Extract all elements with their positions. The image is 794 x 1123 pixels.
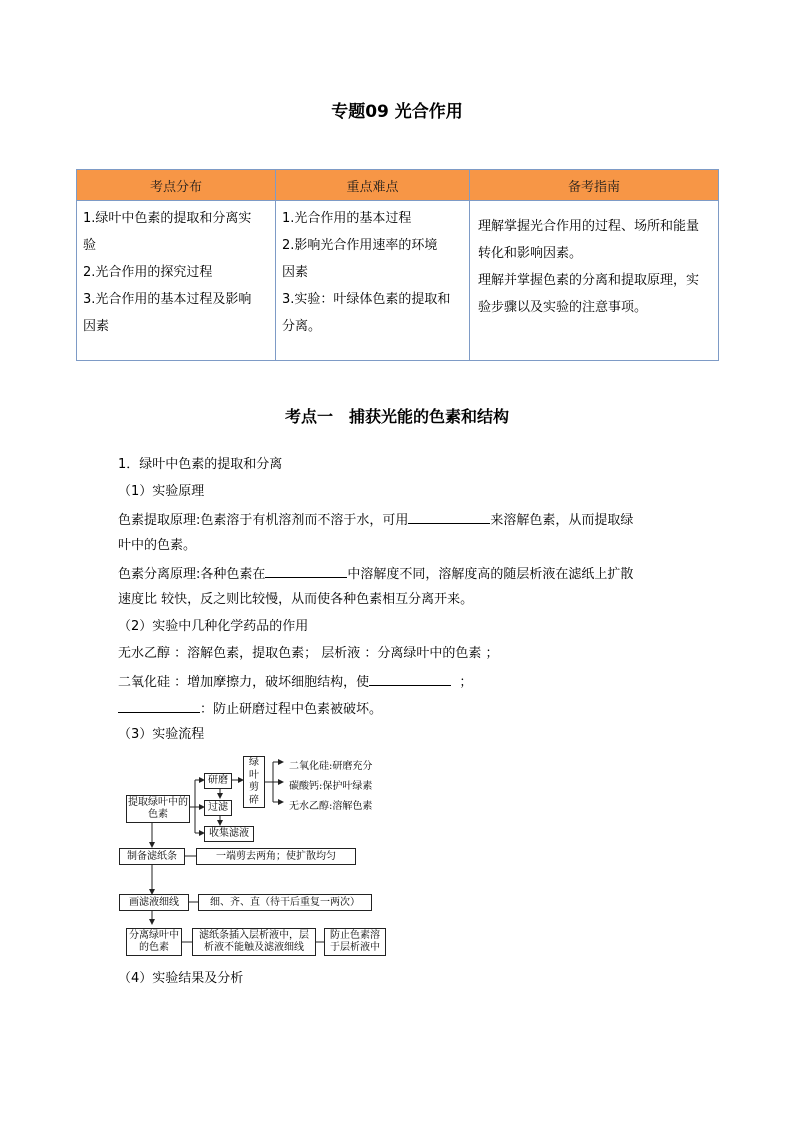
- table-row: [77, 201, 719, 361]
- text-line: 2.光合作用的探究过程: [83, 265, 213, 280]
- flow-line-box: 画滤液细线: [119, 894, 189, 911]
- header-guide: 备考指南: [470, 170, 719, 201]
- header-key-points: 重点难点: [276, 170, 470, 201]
- text-segment: 来溶解色素，从而提取绿: [490, 513, 634, 528]
- text-segment: 色素提取原理:色素溶于有机溶剂而不溶于水，可用: [118, 513, 409, 528]
- text-line: 2.影响光合作用速率的环境: [282, 238, 438, 253]
- flow-paper-box: 制备滤纸条: [119, 848, 185, 865]
- header-distribution: 考点分布: [77, 170, 276, 201]
- chem-line: [118, 671, 472, 693]
- flow-note: 无水乙醇:溶解色素: [289, 801, 373, 812]
- flow-collect-box: 收集滤液: [204, 826, 254, 842]
- chem-line: [118, 698, 382, 720]
- flow-separate-note-box: 滤纸条插入层析液中，层析液不能触及滤液细线: [192, 928, 316, 956]
- text-line: 理解掌握光合作用的过程、场所和能量: [478, 219, 700, 234]
- text-line: 因素: [282, 265, 309, 280]
- flow-note: 碳酸钙:保护叶绿素: [289, 781, 373, 792]
- fill-blank: [369, 671, 451, 686]
- text-line: 3.光合作用的基本过程及影响: [83, 292, 252, 307]
- table-header-row: [77, 170, 719, 201]
- paragraph-label: （2）实验中几种化学药品的作用: [118, 619, 309, 634]
- text-line: 3.实验：叶绿体色素的提取和: [282, 292, 451, 307]
- separate-principle-line: [118, 563, 633, 585]
- flow-filter-box: 过滤: [204, 800, 232, 816]
- text-segment: ：防止研磨过程中色素被破坏。: [200, 702, 383, 717]
- text-segment: ；: [459, 675, 473, 690]
- text-line: 因素: [83, 319, 110, 334]
- paragraph-label: （1）实验原理: [118, 484, 205, 499]
- flow-line-note-box: 细、齐、直（待干后重复一两次）: [198, 894, 372, 911]
- fill-blank: [265, 563, 347, 578]
- cell-distribution: [77, 201, 276, 361]
- flow-extract-box: 提取绿叶中的色素: [126, 795, 190, 823]
- text-line: 1.光合作用的基本过程: [282, 211, 412, 226]
- text-line: 叶中的色素。: [118, 538, 197, 553]
- text-line: 转化和影响因素。: [478, 246, 583, 261]
- flow-note: 二氧化硅:研磨充分: [289, 761, 373, 772]
- text-line: 速度比 较快，反之则比较慢，从而使各种色素相互分离开来。: [118, 592, 474, 607]
- text-line: 分离。: [282, 319, 322, 334]
- text-segment: 二氧化硅 ：增加摩擦力，破坏细胞结构，使: [118, 675, 370, 690]
- text-line: 无水乙醇 ：溶解色素，提取色素； 层析液 ：分离绿叶中的色素 ；: [118, 646, 499, 661]
- extract-principle-line: [118, 509, 633, 531]
- flow-grind-box: 研磨: [204, 773, 232, 789]
- section-heading: 考点一 捕获光能的色素和结构: [284, 407, 509, 426]
- text-line: 验步骤以及实验的注意事项。: [478, 300, 648, 315]
- text-segment: 中溶解度不同，溶解度高的随层析液在滤纸上扩散: [347, 567, 634, 582]
- text-line: 理解并掌握色素的分离和提取原理，实: [478, 273, 700, 288]
- flow-cut-box: 绿叶剪碎: [243, 756, 265, 808]
- paragraph-label: （3）实验流程: [118, 727, 205, 742]
- fill-blank: [118, 698, 200, 713]
- flow-paper-note-box: 一端剪去两角；使扩散均匀: [196, 848, 356, 865]
- flow-separate-note2-box: 防止色素溶于层析液中: [324, 928, 386, 956]
- guide-table: [76, 169, 719, 361]
- text-line: 验: [83, 238, 97, 253]
- text-segment: 色素分离原理:各种色素在: [118, 567, 266, 582]
- subsection-title: 1．绿叶中色素的提取和分离: [118, 457, 283, 472]
- cell-key-points: [276, 201, 470, 361]
- flow-separate-box: 分离绿叶中的色素: [126, 928, 182, 956]
- cell-guide: [470, 201, 719, 361]
- fill-blank: [408, 509, 490, 524]
- text-line: 1.绿叶中色素的提取和分离实: [83, 211, 252, 226]
- paragraph-label: （4）实验结果及分析: [118, 971, 244, 986]
- page-title: 专题09 光合作用: [331, 102, 463, 122]
